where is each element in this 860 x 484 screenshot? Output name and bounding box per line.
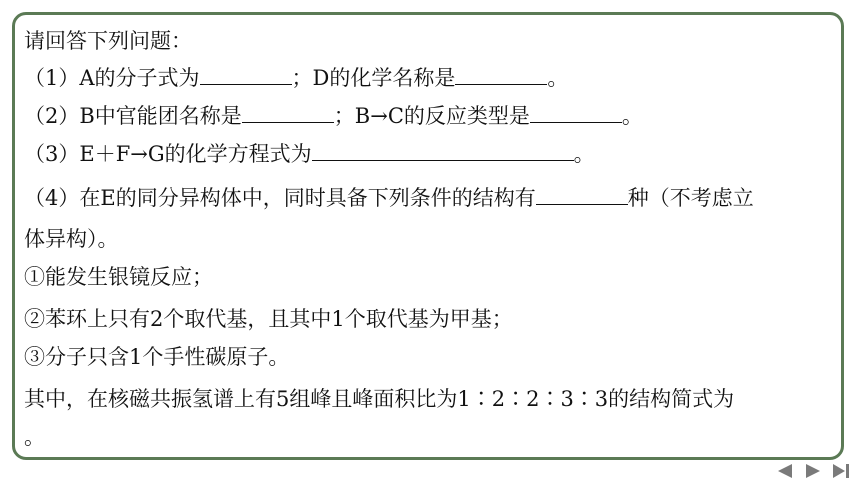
answer-blank-4[interactable] <box>530 102 622 123</box>
q2-text-c: 。 <box>621 104 643 128</box>
condition-2-text: ②苯环上只有2个取代基，且其中1个取代基为甲基； <box>24 307 513 331</box>
question-4-cont <box>24 226 119 252</box>
answer-blank-2[interactable] <box>455 64 547 85</box>
q1-text-b: ；D的化学名称是 <box>291 66 456 90</box>
final-question <box>24 386 734 412</box>
condition-3-text: ③分子只含1个手性碳原子。 <box>24 345 290 369</box>
answer-blank-6[interactable] <box>536 184 628 205</box>
final-end-text: 。 <box>24 425 45 449</box>
answer-blank-5[interactable] <box>312 140 574 161</box>
q4-text-b: 种（不考虑立 <box>627 186 754 210</box>
q3-text-b: 。 <box>573 142 595 166</box>
condition-2 <box>24 306 513 332</box>
answer-blank-1[interactable] <box>200 64 292 85</box>
question-3 <box>24 140 595 167</box>
final-question-end <box>24 424 45 450</box>
intro-text: 请回答下列问题： <box>24 29 192 53</box>
answer-blank-3[interactable] <box>242 102 334 123</box>
condition-1-text: ①能发生银镜反应； <box>24 265 213 289</box>
q2-text-a: （2）B中官能团名称是 <box>24 104 242 128</box>
q1-text-c: 。 <box>547 66 569 90</box>
condition-3 <box>24 344 289 370</box>
q4-text-a: （4）在E的同分异构体中，同时具备下列条件的结构有 <box>24 186 536 210</box>
q1-text-a: （1）A的分子式为 <box>24 66 200 90</box>
final-text: 其中，在核磁共振氢谱上有5组峰且峰面积比为1∶2∶2∶3∶3的结构简式为 <box>24 387 735 411</box>
triangle-right-icon[interactable] <box>804 462 822 480</box>
skip-to-end-icon[interactable] <box>832 462 850 480</box>
slide-navigation <box>776 462 850 480</box>
question-1 <box>24 64 568 91</box>
q2-text-b: ；B→C的反应类型是 <box>333 104 530 128</box>
question-4 <box>24 184 754 211</box>
q3-text-a: （3）E＋F→G的化学方程式为 <box>24 142 312 166</box>
q4-text-c: 体异构）。 <box>24 227 119 251</box>
intro-line <box>24 28 192 54</box>
triangle-left-icon[interactable] <box>776 462 794 480</box>
question-2 <box>24 102 643 129</box>
condition-1 <box>24 264 213 290</box>
